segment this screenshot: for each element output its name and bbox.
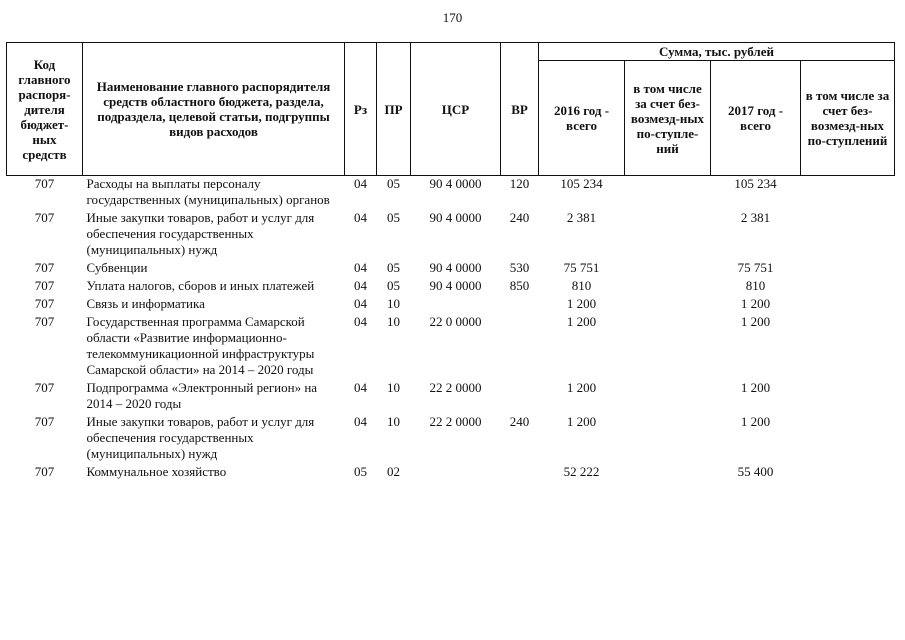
row-2016-total: 75 751 [563, 260, 600, 275]
row-2017-total: 1 200 [740, 380, 771, 395]
page-number: 170 [442, 10, 463, 25]
row-code: 707 [34, 176, 55, 191]
row-2016-total: 1 200 [566, 380, 597, 395]
row-vr: 530 [509, 260, 530, 275]
table-row [7, 296, 895, 314]
row-pr: 10 [387, 296, 400, 311]
row-2016-total: 1 200 [566, 296, 597, 311]
row-2016-total: 52 222 [563, 464, 600, 479]
header-2017-total: 2017 год - всего [711, 61, 801, 176]
header-vr: ВР [501, 43, 539, 176]
row-pr: 05 [387, 278, 400, 293]
row-rz: 04 [354, 314, 367, 329]
row-csr [411, 464, 501, 482]
row-2016-grant [625, 380, 711, 414]
row-vr: 850 [509, 278, 530, 293]
row-2016-total: 1 200 [566, 414, 597, 429]
header-sum: Сумма, тыс. рублей [539, 43, 895, 61]
row-name: Иные закупки товаров, работ и услуг для обеспечения государственных (муниципальных) нужд [86, 210, 315, 257]
row-name: Расходы на выплаты персоналу государственных (муниципальных) органов [86, 176, 330, 207]
row-rz: 04 [354, 210, 367, 225]
table-header [7, 43, 895, 176]
header-pr: ПР [377, 43, 411, 176]
row-pr: 10 [387, 380, 400, 395]
row-2017-grant [801, 380, 895, 414]
table-body [7, 176, 895, 483]
row-2016-grant [625, 296, 711, 314]
row-2017-total: 75 751 [737, 260, 774, 275]
header-name: Наименование главного распорядителя средств областного бюджета, раздела, подраздела, целевой статьи, подгруппы видов расходов [83, 43, 345, 176]
row-2017-grant [801, 260, 895, 278]
table-row [7, 414, 895, 464]
row-rz: 04 [354, 414, 367, 429]
row-csr: 22 0 0000 [429, 314, 482, 329]
row-2017-total: 55 400 [737, 464, 774, 479]
row-name: Иные закупки товаров, работ и услуг для обеспечения государственных (муниципальных) нужд [86, 414, 315, 461]
row-2016-grant [625, 464, 711, 482]
row-vr: 120 [509, 176, 530, 191]
table-row [7, 278, 895, 296]
row-vr [501, 314, 539, 380]
row-2017-total: 810 [745, 278, 766, 293]
row-csr: 90 4 0000 [429, 176, 482, 191]
row-vr [501, 464, 539, 482]
row-rz: 04 [354, 176, 367, 191]
row-vr [501, 296, 539, 314]
row-2017-total: 1 200 [740, 314, 771, 329]
row-2017-grant [801, 414, 895, 464]
row-2017-grant [801, 314, 895, 380]
row-2017-grant [801, 278, 895, 296]
row-name: Субвенции [86, 260, 148, 275]
row-pr: 02 [387, 464, 400, 479]
row-2016-total: 810 [571, 278, 592, 293]
row-code: 707 [34, 296, 55, 311]
row-name: Связь и информатика [86, 296, 205, 311]
row-pr: 05 [387, 176, 400, 191]
row-2016-grant [625, 176, 711, 211]
row-2017-grant [801, 296, 895, 314]
table-row [7, 380, 895, 414]
header-csr: ЦСР [411, 43, 501, 176]
row-name: Коммунальное хозяйство [86, 464, 227, 479]
row-code: 707 [34, 464, 55, 479]
row-2016-grant [625, 314, 711, 380]
row-code: 707 [34, 260, 55, 275]
row-code: 707 [34, 314, 55, 329]
row-rz: 04 [354, 278, 367, 293]
row-rz: 04 [354, 260, 367, 275]
row-code: 707 [34, 278, 55, 293]
row-2017-total: 1 200 [740, 414, 771, 429]
row-csr: 90 4 0000 [429, 260, 482, 275]
row-name: Уплата налогов, сборов и иных платежей [86, 278, 315, 293]
row-csr [411, 296, 501, 314]
row-2016-total: 1 200 [566, 314, 597, 329]
row-vr [501, 380, 539, 414]
row-code: 707 [34, 210, 55, 225]
row-2017-grant [801, 210, 895, 260]
header-2017-grant: в том числе за счет без-возмезд-ных по-ступлений [801, 61, 895, 176]
row-name: Государственная программа Самарской области «Развитие информационно-телекоммуникационной инфраструктуры Самарской области» на 2014 – 2020 годы [86, 314, 315, 377]
row-2016-grant [625, 414, 711, 464]
row-2017-grant [801, 464, 895, 482]
row-2016-grant [625, 278, 711, 296]
table-row [7, 464, 895, 482]
row-2017-grant [801, 176, 895, 211]
row-csr: 22 2 0000 [429, 380, 482, 395]
row-pr: 10 [387, 414, 400, 429]
row-csr: 90 4 0000 [429, 210, 482, 225]
row-rz: 04 [354, 296, 367, 311]
table-row [7, 314, 895, 380]
header-code: Код главного распоря-дителя бюджет-ных средств [7, 43, 83, 176]
row-2016-grant [625, 210, 711, 260]
row-2017-total: 105 234 [734, 176, 777, 191]
table-row [7, 176, 895, 211]
header-2016-total: 2016 год - всего [539, 61, 625, 176]
table-row [7, 210, 895, 260]
row-csr: 22 2 0000 [429, 414, 482, 429]
row-code: 707 [34, 380, 55, 395]
table-row [7, 260, 895, 278]
header-rz: Рз [345, 43, 377, 176]
row-csr: 90 4 0000 [429, 278, 482, 293]
row-rz: 04 [354, 380, 367, 395]
row-2016-grant [625, 260, 711, 278]
row-pr: 10 [387, 314, 400, 329]
row-2016-total: 105 234 [560, 176, 603, 191]
row-vr: 240 [509, 210, 530, 225]
row-pr: 05 [387, 260, 400, 275]
budget-table [6, 42, 895, 482]
row-name: Подпрограмма «Электронный регион» на 2014 – 2020 годы [86, 380, 318, 411]
row-code: 707 [34, 414, 55, 429]
header-2016-grant: в том числе за счет без-возмезд-ных по-ступле-ний [625, 61, 711, 176]
row-2017-total: 2 381 [740, 210, 771, 225]
row-2017-total: 1 200 [740, 296, 771, 311]
row-rz: 05 [354, 464, 367, 479]
row-2016-total: 2 381 [566, 210, 597, 225]
row-pr: 05 [387, 210, 400, 225]
row-vr: 240 [509, 414, 530, 429]
